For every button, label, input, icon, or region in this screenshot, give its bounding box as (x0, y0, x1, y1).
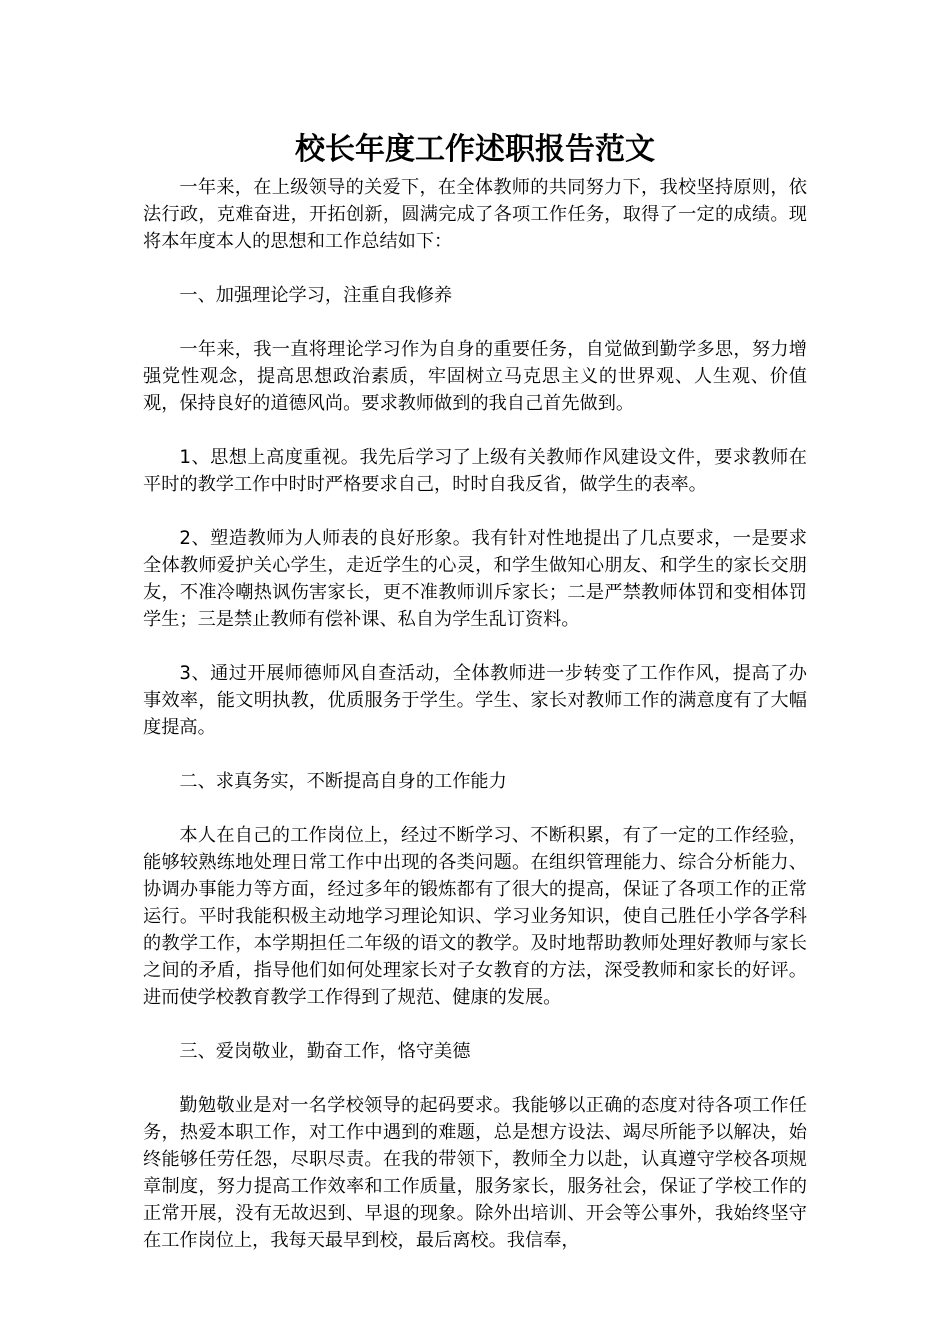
section-1-item-1: 1、思想上高度重视。我先后学习了上级有关教师作风建设文件，要求教师在平时的教学工作中时时严格要求自己，时时自我反省，做学生的表率。 (143, 447, 807, 495)
section-heading-2: 二、求真务实，不断提高自身的工作能力 (179, 771, 507, 792)
document-body (143, 174, 807, 1254)
section-1-paragraph: 一年来，我一直将理论学习作为自身的重要任务，自觉做到勤学多思，努力增强党性观念，提高思想政治素质，牢固树立马克思主义的世界观、人生观、价值观，保持良好的道德风尚。要求教师做到的我自己首先做到。 (143, 339, 807, 414)
section-2-paragraph: 本人在自己的工作岗位上，经过不断学习、不断积累，有了一定的工作经验，能够较熟练地处理日常工作中出现的各类问题。在组织管理能力、综合分析能力、协调办事能力等方面，经过多年的锻炼都有了很大的提高，保证了各项工作的正常运行。平时我能积极主动地学习理论知识、学习业务知识，使自己胜任小学各学科的教学工作，本学期担任二年级的语文的教学。及时地帮助教师处理好教师与家长之间的矛盾，指导他们如何处理家长对子女教育的方法，深受教师和家长的好评。进而使学校教育教学工作得到了规范、健康的发展。 (143, 825, 807, 1008)
intro-paragraph: 一年来，在上级领导的关爱下，在全体教师的共同努力下，我校坚持原则，依法行政，克难奋进，开拓创新，圆满完成了各项工作任务，取得了一定的成绩。现将本年度本人的思想和工作总结如下： (143, 177, 807, 252)
section-3-paragraph: 勤勉敬业是对一名学校领导的起码要求。我能够以正确的态度对待各项工作任务，热爱本职工作，对工作中遇到的难题，总是想方设法、竭尽所能予以解决，始终能够任劳任怨，尽职尽责。在我的带领下，教师全力以赴，认真遵守学校各项规章制度，努力提高工作效率和工作质量，服务家长，服务社会，保证了学校工作的正常开展，没有无故迟到、早退的现象。除外出培训、开会等公事外，我始终坚守在工作岗位上，我每天最早到校，最后离校。我信奉， (143, 1095, 807, 1251)
section-1-item-2: 2、塑造教师为人师表的良好形象。我有针对性地提出了几点要求，一是要求全体教师爱护关心学生，走近学生的心灵，和学生做知心朋友、和学生的家长交朋友，不准冷嘲热讽伤害家长，更不准教师训斥家长；二是严禁教师体罚和变相体罚学生；三是禁止教师有偿补课、私自为学生乱订资料。 (143, 528, 807, 630)
section-1-item-3: 3、通过开展师德师风自查活动，全体教师进一步转变了工作作风，提高了办事效率，能文明执教，优质服务于学生。学生、家长对教师工作的满意度有了大幅度提高。 (143, 663, 807, 738)
document-title: 校长年度工作述职报告范文 (295, 132, 655, 167)
section-heading-1: 一、加强理论学习，注重自我修养 (179, 285, 453, 306)
section-heading-3: 三、爱岗敬业，勤奋工作，恪守美德 (179, 1041, 471, 1062)
